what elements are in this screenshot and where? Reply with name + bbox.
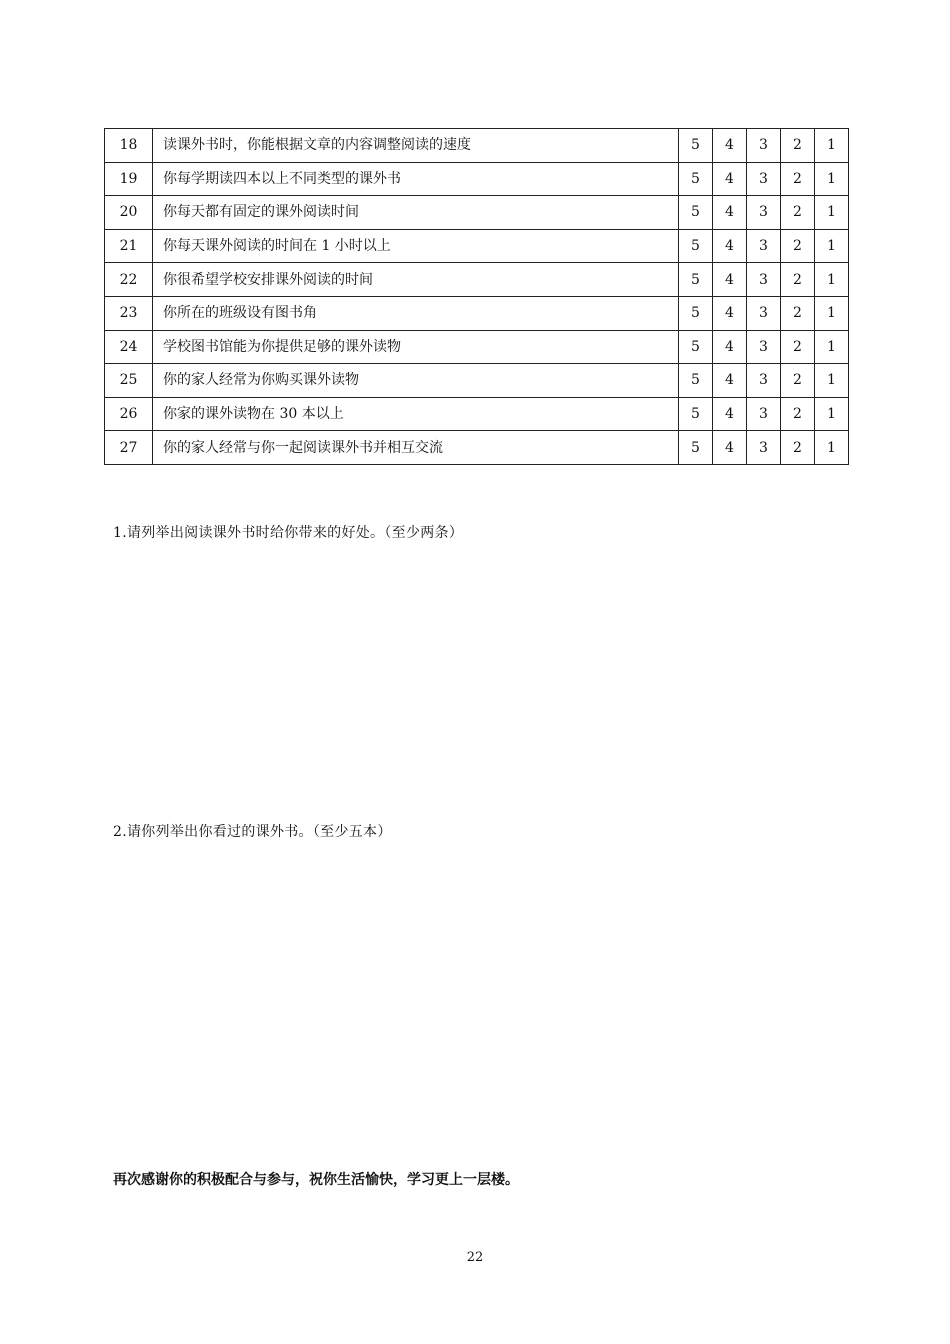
score-option[interactable]: 2 — [781, 229, 815, 263]
score-option[interactable]: 5 — [679, 263, 713, 297]
score-option[interactable]: 1 — [815, 263, 849, 297]
score-option[interactable]: 2 — [781, 296, 815, 330]
score-option[interactable]: 5 — [679, 330, 713, 364]
table-row — [105, 129, 849, 163]
score-option[interactable]: 1 — [815, 330, 849, 364]
score-option[interactable]: 3 — [747, 162, 781, 196]
item-statement: 你每学期读四本以上不同类型的课外书 — [153, 162, 679, 196]
score-option[interactable]: 3 — [747, 431, 781, 465]
survey-table-body — [105, 129, 849, 465]
score-option[interactable]: 5 — [679, 129, 713, 163]
item-number: 27 — [105, 431, 153, 465]
item-statement: 你每天都有固定的课外阅读时间 — [153, 196, 679, 230]
score-option[interactable]: 5 — [679, 431, 713, 465]
score-option[interactable]: 5 — [679, 296, 713, 330]
item-number: 20 — [105, 196, 153, 230]
score-option[interactable]: 1 — [815, 229, 849, 263]
item-statement: 你的家人经常为你购买课外读物 — [153, 364, 679, 398]
score-option[interactable]: 4 — [713, 162, 747, 196]
question-2: 2.请你列举出你看过的课外书。（至少五本） — [113, 824, 392, 840]
item-number: 22 — [105, 263, 153, 297]
question-1: 1.请列举出阅读课外书时给你带来的好处。（至少两条） — [113, 525, 464, 541]
item-statement: 你很希望学校安排课外阅读的时间 — [153, 263, 679, 297]
item-statement: 你每天课外阅读的时间在 1 小时以上 — [153, 229, 679, 263]
score-option[interactable]: 4 — [713, 330, 747, 364]
item-number: 26 — [105, 397, 153, 431]
score-option[interactable]: 5 — [679, 229, 713, 263]
score-option[interactable]: 4 — [713, 397, 747, 431]
table-row — [105, 364, 849, 398]
score-option[interactable]: 1 — [815, 364, 849, 398]
score-option[interactable]: 2 — [781, 129, 815, 163]
score-option[interactable]: 2 — [781, 431, 815, 465]
score-option[interactable]: 1 — [815, 397, 849, 431]
score-option[interactable]: 2 — [781, 162, 815, 196]
score-option[interactable]: 3 — [747, 364, 781, 398]
score-option[interactable]: 4 — [713, 229, 747, 263]
score-option[interactable]: 3 — [747, 129, 781, 163]
item-statement: 你家的课外读物在 30 本以上 — [153, 397, 679, 431]
score-option[interactable]: 3 — [747, 229, 781, 263]
table-row — [105, 296, 849, 330]
page-number: 22 — [466, 1250, 484, 1265]
item-statement: 读课外书时，你能根据文章的内容调整阅读的速度 — [153, 129, 679, 163]
score-option[interactable]: 1 — [815, 162, 849, 196]
table-row — [105, 196, 849, 230]
score-option[interactable]: 4 — [713, 364, 747, 398]
table-row — [105, 431, 849, 465]
score-option[interactable]: 1 — [815, 129, 849, 163]
table-row — [105, 162, 849, 196]
score-option[interactable]: 4 — [713, 431, 747, 465]
score-option[interactable]: 2 — [781, 397, 815, 431]
closing-message: 再次感谢你的积极配合与参与，祝你生活愉快，学习更上一层楼。 — [113, 1172, 519, 1188]
score-option[interactable]: 3 — [747, 397, 781, 431]
score-option[interactable]: 1 — [815, 296, 849, 330]
survey-table — [104, 128, 849, 465]
score-option[interactable]: 2 — [781, 364, 815, 398]
score-option[interactable]: 3 — [747, 296, 781, 330]
item-number: 19 — [105, 162, 153, 196]
score-option[interactable]: 5 — [679, 397, 713, 431]
table-row — [105, 397, 849, 431]
score-option[interactable]: 4 — [713, 196, 747, 230]
table-row — [105, 229, 849, 263]
score-option[interactable]: 1 — [815, 196, 849, 230]
score-option[interactable]: 5 — [679, 162, 713, 196]
item-number: 23 — [105, 296, 153, 330]
score-option[interactable]: 3 — [747, 330, 781, 364]
score-option[interactable]: 2 — [781, 330, 815, 364]
item-number: 21 — [105, 229, 153, 263]
score-option[interactable]: 1 — [815, 431, 849, 465]
table-row — [105, 330, 849, 364]
score-option[interactable]: 2 — [781, 196, 815, 230]
score-option[interactable]: 3 — [747, 196, 781, 230]
score-option[interactable]: 3 — [747, 263, 781, 297]
score-option[interactable]: 5 — [679, 196, 713, 230]
score-option[interactable]: 4 — [713, 129, 747, 163]
item-number: 18 — [105, 129, 153, 163]
item-statement: 学校图书馆能为你提供足够的课外读物 — [153, 330, 679, 364]
item-statement: 你的家人经常与你一起阅读课外书并相互交流 — [153, 431, 679, 465]
score-option[interactable]: 2 — [781, 263, 815, 297]
item-statement: 你所在的班级设有图书角 — [153, 296, 679, 330]
score-option[interactable]: 4 — [713, 296, 747, 330]
item-number: 24 — [105, 330, 153, 364]
table-row — [105, 263, 849, 297]
score-option[interactable]: 5 — [679, 364, 713, 398]
item-number: 25 — [105, 364, 153, 398]
score-option[interactable]: 4 — [713, 263, 747, 297]
